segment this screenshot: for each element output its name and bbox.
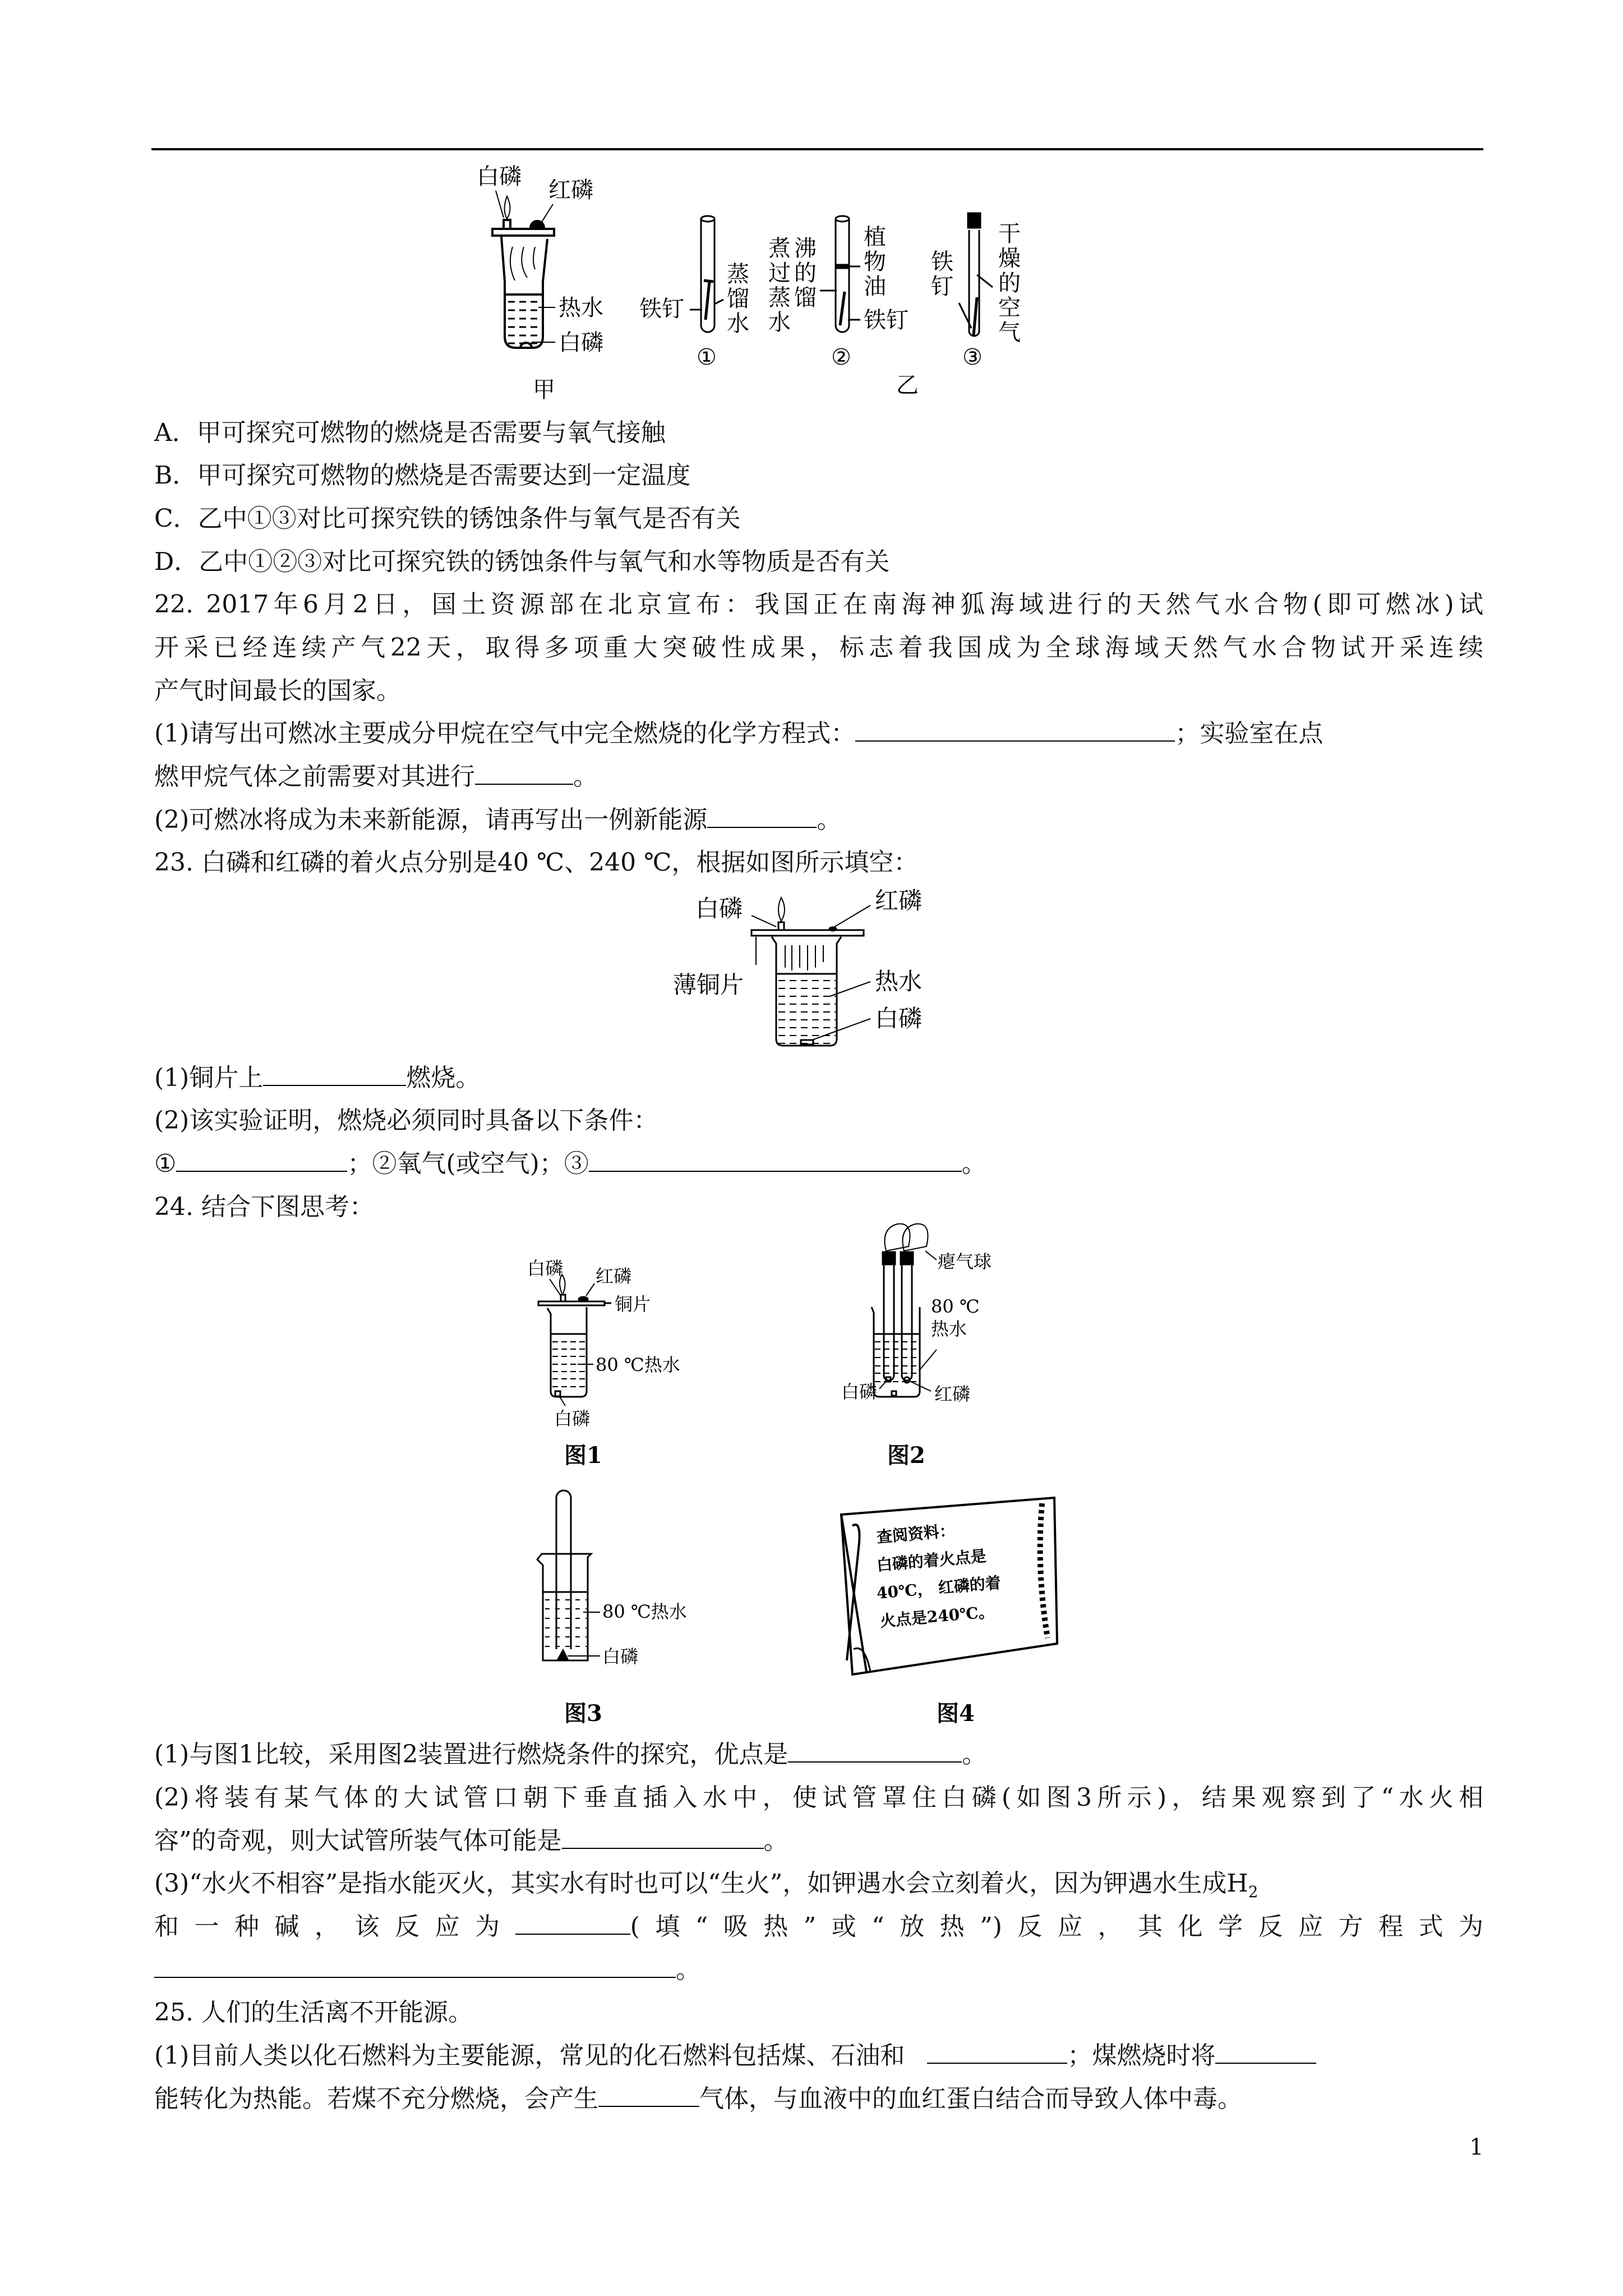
tube2-liquid: 煮过蒸水 沸的馏 xyxy=(768,236,817,335)
fig4-note-1: 查阅资料： xyxy=(875,1521,956,1547)
q22-p2-text: (2)可燃冰将成为未来新能源，请再写出一例新能源 xyxy=(154,806,708,834)
q23-p1-text-b: 燃烧。 xyxy=(406,1064,481,1092)
q22-part-1-cont xyxy=(154,760,1483,794)
q22-p1-text-c: 燃甲烷气体之前需要对其进行 xyxy=(154,762,475,791)
option-a: A．甲可探究可燃物的燃烧是否需要与氧气接触 xyxy=(154,418,666,447)
fig23-white-p-top: 白磷 xyxy=(695,895,743,922)
q24-part-3-cont xyxy=(154,1910,1483,1944)
q23-p3-end: 。 xyxy=(961,1149,986,1178)
figure-24-3 xyxy=(527,1481,740,1733)
yi-caption: 乙 xyxy=(896,372,919,398)
q23-burn-blank[interactable] xyxy=(263,1062,406,1086)
tube3-nail: 铁钉 xyxy=(931,249,953,300)
fig3-water: 80 ℃热水 xyxy=(602,1601,687,1622)
q25-p1-text-d: 气体，与血液中的血红蛋白结合而导致人体中毒。 xyxy=(699,2085,1242,2113)
fig4-note-2: 白磷的着火点是 xyxy=(875,1547,987,1575)
q22-check-blank[interactable] xyxy=(475,761,573,785)
q24-part-2-cont xyxy=(154,1824,1483,1858)
jia-caption: 甲 xyxy=(533,377,555,403)
fig23-white-p-bottom: 白磷 xyxy=(875,1005,923,1032)
q23-p3-text: ；②氧气(或空气)；③ xyxy=(347,1149,589,1178)
fig23-copper: 薄铜片 xyxy=(673,971,744,999)
fig1-water: 80 ℃热水 xyxy=(596,1354,680,1375)
fig4-caption: 图4 xyxy=(937,1700,975,1727)
tube1-number: ① xyxy=(697,344,717,370)
q23-p1-text: (1)铜片上 xyxy=(154,1064,264,1092)
fig2-caption: 图2 xyxy=(887,1442,925,1469)
fig1-red-p: 红磷 xyxy=(596,1266,632,1287)
q23-condition-1-blank[interactable] xyxy=(176,1148,347,1172)
q25-p1-text-c: 能转化为热能。若煤不充分燃烧，会产生 xyxy=(154,2085,598,2113)
figure-23 xyxy=(662,881,998,1060)
q23-stem: 23. 白磷和红磷的着火点分别是40 ℃、240 ℃，根据如图所示填空： xyxy=(154,848,919,877)
fig3-caption: 图3 xyxy=(564,1700,602,1727)
fig2-red-p: 红磷 xyxy=(934,1383,971,1405)
figure-24-4 xyxy=(830,1481,1099,1733)
fig23-hot-water: 热水 xyxy=(875,968,923,995)
q22-equation-blank[interactable] xyxy=(855,718,1175,742)
q22-stem-1: 22. 2017年6月2日，国土资源部在北京宣布：我国正在南海神狐海域进行的天然气水合物(即可燃冰)试 xyxy=(154,590,1483,619)
q25-part-1 xyxy=(154,2039,1483,2073)
q24-p3-text-c: (填“吸热”或“放热”)反应，其化学反应方程式为 xyxy=(630,1912,1484,1941)
q25-energy-blank[interactable] xyxy=(1215,2040,1316,2064)
fig2-balloon: 瘪气球 xyxy=(938,1251,992,1272)
option-c: C．乙中①③对比可探究铁的锈蚀条件与氧气是否有关 xyxy=(154,504,741,533)
q25-p1-text: (1)目前人类以化石燃料为主要能源，常见的化石燃料包括煤、石油和 xyxy=(154,2041,905,2070)
fig2-white-p: 白磷 xyxy=(841,1381,878,1402)
q24-part-2: (2)将装有某气体的大试管口朝下垂直插入水中，使试管罩住白磷(如图3所示)，结果观察到了“水火相 xyxy=(154,1783,1483,1812)
q24-heat-blank[interactable] xyxy=(515,1911,630,1935)
option-d: D．乙中①②③对比可探究铁的锈蚀条件与氧气和水等物质是否有关 xyxy=(154,547,890,576)
fig23-red-p: 红磷 xyxy=(875,887,923,914)
figure-21 xyxy=(477,157,1166,404)
q25-fuel-blank[interactable] xyxy=(927,2040,1067,2064)
q24-p3-text: (3)“水火不相容”是指水能灭火，其实水有时也可以“生火”，如钾遇水会立刻着火，因为钾遇水生成H xyxy=(154,1869,1248,1898)
fig2-water-a: 80 ℃ xyxy=(931,1296,980,1317)
figure-24-2 xyxy=(841,1223,1077,1481)
q24-p2-text: 容”的奇观，则大试管所装气体可能是 xyxy=(154,1826,562,1855)
q23-part-3 xyxy=(154,1147,1483,1181)
option-b: B．甲可探究可燃物的燃烧是否需要达到一定温度 xyxy=(154,461,691,490)
q24-equation-blank[interactable] xyxy=(154,1954,676,1978)
tube1-liquid: 蒸馏水 xyxy=(727,261,749,337)
q22-p1-text-b: ；实验室在点 xyxy=(1175,719,1324,748)
tube2-number: ② xyxy=(831,344,851,370)
q25-stem: 25. 人们的生活离不开能源。 xyxy=(154,1998,473,2027)
q23-p3-num: ① xyxy=(154,1149,177,1178)
q24-p2-end: 。 xyxy=(763,1826,789,1855)
fig4-note-4: 火点是240℃。 xyxy=(879,1602,995,1631)
q22-p1-text: (1)请写出可燃冰主要成分甲烷在空气中完全燃烧的化学方程式： xyxy=(154,719,856,748)
q24-p3-subscript: 2 xyxy=(1248,1882,1258,1901)
q22-part-2 xyxy=(154,803,1483,837)
q22-stem-2: 开采已经连续产气22天，取得多项重大突破性成果，标志着我国成为全球海域天然气水合物试开采连续 xyxy=(154,633,1483,662)
q24-stem: 24. 结合下图思考： xyxy=(154,1193,374,1221)
fig1-caption: 图1 xyxy=(564,1442,602,1469)
header-rule xyxy=(151,148,1483,150)
q23-part-2: (2)该实验证明，燃烧必须同时具备以下条件： xyxy=(154,1106,658,1135)
q25-part-1-cont xyxy=(154,2082,1483,2116)
fig1-white-p-top: 白磷 xyxy=(527,1258,564,1279)
q23-condition-3-blank[interactable] xyxy=(589,1148,962,1172)
q22-stem-3: 产气时间最长的国家。 xyxy=(154,677,401,705)
fig1-copper: 铜片 xyxy=(615,1294,651,1315)
tube2-nail: 铁钉 xyxy=(864,307,909,333)
q24-p1-text: (1)与图1比较，采用图2装置进行燃烧条件的探究，优点是 xyxy=(154,1740,789,1769)
jia-label-white-p-bottom: 白磷 xyxy=(559,330,603,356)
tube3-number: ③ xyxy=(962,344,983,370)
fig3-white-p: 白磷 xyxy=(602,1646,639,1667)
fig2-water-b: 热水 xyxy=(931,1318,967,1340)
q24-part-1 xyxy=(154,1738,1483,1772)
beaker-jia xyxy=(492,191,555,348)
q22-p2-text-b: 。 xyxy=(817,806,842,834)
fig4-note-3: 40℃， 红磷的着 xyxy=(875,1573,1002,1603)
q24-p3-end: 。 xyxy=(676,1955,700,1984)
tube2-oil: 植物油 xyxy=(864,224,886,300)
q24-p3-text-b: 和一种碱，该反应为 xyxy=(154,1912,515,1941)
q22-p1-text-d: 。 xyxy=(573,762,598,791)
q24-part-3 xyxy=(154,1867,1483,1909)
page-number: 1 xyxy=(1469,2134,1484,2160)
jia-label-hot-water: 热水 xyxy=(559,295,603,321)
q23-part-1 xyxy=(154,1061,1483,1095)
q24-gas-blank[interactable] xyxy=(562,1825,764,1849)
q22-part-1 xyxy=(154,717,1483,751)
jia-label-white-p-top: 白磷 xyxy=(477,164,522,190)
tube1-nail: 铁钉 xyxy=(639,296,684,322)
q25-p1-text-b: ；煤燃烧时将 xyxy=(1067,2041,1216,2070)
jia-label-red-p: 红磷 xyxy=(548,177,593,203)
q22-new-energy-blank[interactable] xyxy=(707,804,817,828)
fig1-white-p-bottom: 白磷 xyxy=(554,1408,591,1429)
q24-advantage-blank[interactable] xyxy=(788,1739,962,1763)
q24-p1-end: 。 xyxy=(962,1740,987,1769)
q24-part-3-eq xyxy=(154,1953,1483,1987)
tube3-air: 干燥的空气 xyxy=(998,221,1021,346)
figure-24-1 xyxy=(527,1223,740,1481)
q25-gas-blank[interactable] xyxy=(598,2083,699,2107)
